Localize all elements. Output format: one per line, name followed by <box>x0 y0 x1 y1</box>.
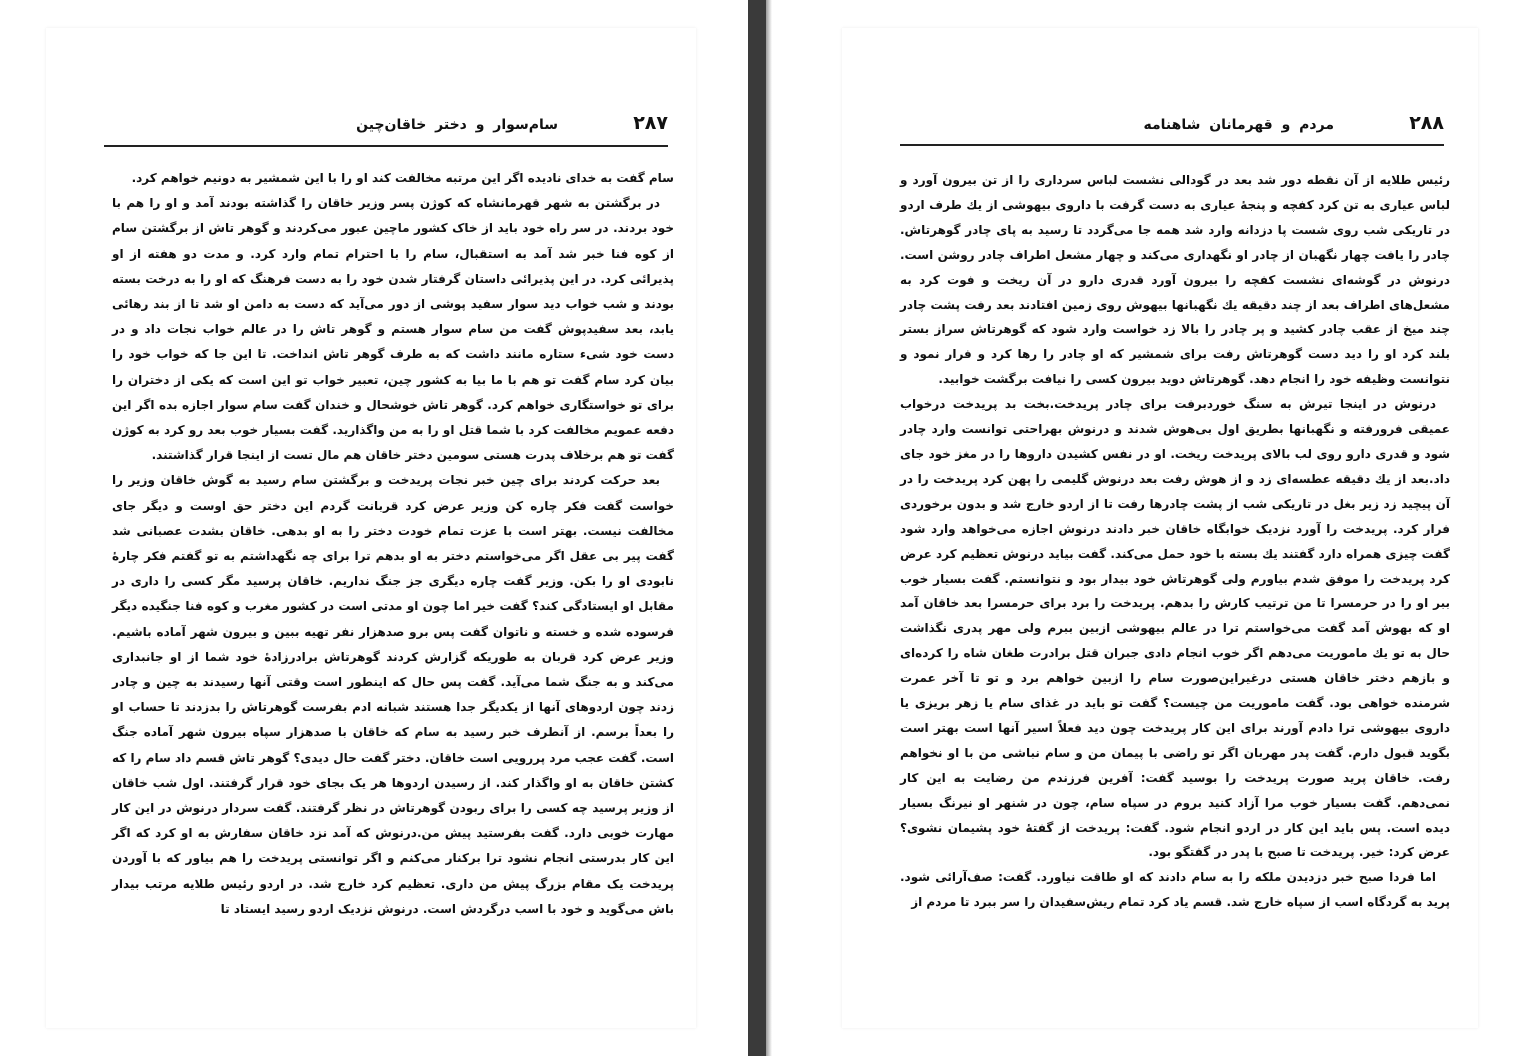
left-page <box>46 28 696 1028</box>
left-page-header <box>106 112 668 142</box>
book-spine-gutter <box>748 0 766 1056</box>
right-running-title: مردم و قهرمانان شاهنامه <box>1143 117 1334 133</box>
left-page-body <box>112 166 674 922</box>
right-page-header <box>900 112 1444 142</box>
right-page-body <box>900 168 1450 915</box>
left-paragraph-3: بعد حرکت کردند برای چین خبر نجات پریدخت و برگشتن سام رسید به گوش خاقان وزیر را خواست گفت فکر چاره کن وزیر عرض کرد قربانت گردم این دختر حق اوست و دیگر جای مخالفت نیست. بهتر است با عزت تمام خودت دختر را به او بدهی. خاقان بشدت عصبانی شد گفت پیر بی عقل اگر می‌خواستم دختر به او بدهم ترا برای چه نگهداشتم به تو گفتم فکر چارهٔ نابودی او را بکن. وزیر گفت چاره دیگری جز جنگ نداریم. خاقان پرسید مگر کسی را داری در مقابل او ایستادگی کند؟ گفت خیر اما چون او مدتی است در کشور مغرب و کوه فنا جنگیده دیگر فرسوده شده و خسته و ناتوان گفت پس برو صدهزار نفر تهیه ببین و بیرون شهر آماده باشیم. وزیر عرض کرد قربان به طوریکه گزارش کردند گوهرتاش برادرزادهٔ خود شما از او جانبداری می‌کند و به جنگ شما می‌آید. گفت پس حال که اینطور است وقتی آنها رسیدند به چین و چادر زدند چون اردوهای آنها از یکدیگر جدا هستند شبانه ادم بفرست گوهرتاش را بدزدند تا حساب او را بعداً برسم. از آنطرف خبر رسید به سام که خاقان با صدهزار سپاه بیرون شهر آماده جنگ است. گفت عجب مرد پررویی است خاقان. دختر گفت حال دیدی؟ گوهر تاش قسم داد سام را که کشتن خاقان به او واگذار کند. از رسیدن اردوها هر یک بجای خود قرار گرفتند. اول شب خاقان از وزیر پرسید چه کسی را برای ربودن گوهرتاش در نظر گرفتند. گفت سردار درنوش در این کار مهارت خوبی دارد. گفت بفرستید پیش من.درنوش که آمد نزد خاقان سفارش به او کرد که اگر این کار بدرستی انجام نشود ترا برکنار می‌کنم و اگر توانستی پریدخت را هم بیاور که با آوردن پریدخت یک مقام بزرگ پیش من داری. تعظیم کرد خارج شد. در اردو رئیس طلایه مرتب بیدار باش می‌گوید و خود با اسب درگردش است. درنوش نزدیک اردو رسید ایستاد تا <box>112 473 674 916</box>
right-page <box>842 28 1478 1028</box>
left-page-number: ۲۸۷ <box>633 112 668 134</box>
right-paragraph-2: درنوش در اینجا تیرش به سنگ خوردبرفت برای چادر پریدخت.بخت بد پریدخت درخواب عمیقی فرورفته و نگهبانها بطریق اول بی‌هوش شدند و درنوش بهراحتی توانست وارد چادر شود و قدری دارو روی لب بالای پریدخت ریخت. او در نفس کشیدن داروها را در مغز خود جای داد.بعد از یك دقیقه عطسه‌ای زد و از هوش رفت بعد درنوش گلیمی را پهن کرد پریدخت را در آن پیچید زد زیر بغل در تاریکی شب از پشت چادرها رفت تا از اردو خارج شد و بدون برخوردی فرار کرد. پریدخت را آورد نزدیک خوابگاه خاقان خبر دادند درنوش اجازه می‌خواهد وارد شود گفت چیزی همراه دارد گفتند یك بسته با خود حمل می‌کند. گفت بیاید درنوش تعظیم کرد عرض کرد پریدخت را موفق شدم بیاورم ولی گوهرتاش خود بیدار بود و نتوانستم. گفت بسیار خوب ببر او را در حرمسرا تا من ترتیب کارش را بدهم. پریدخت را برد برای حرمسرا بعد خاقان آمد او که بهوش آمد گفت می‌خواستم ترا در عالم بیهوشی ازبین ببرم ولی مهر پدری نگذاشت حال به تو یك ماموریت می‌دهم اگر خوب انجام دادی جبران قتل برادرت طغان شاه را کرده‌ای و بازهم دختر خاقان هستی درغیراین‌صورت سام را ازبین خواهم برد و تو تا آخر عمرت شرمنده خواهی بود. گفت ماموریت من چیست؟ گفت تو باید در غذای سام یا زهر بریزی یا داروی بیهوشی ترا دادم آورند برای این کار پریدخت چون دید فعلاً اسیر آنها است بهتر است بگوید قبول دارم. گفت پدر مهربان اگر تو راضی با پیمان من و سام نباشی من با او نخواهم رفت. خاقان پرید صورت پریدخت را بوسید گفت: آفرین فرزندم من رضایت به این کار نمی‌دهم. گفت بسیار خوب مرا آزاد کنید بروم در سپاه سام، چون در شنهر او نیرنگ بسیار دیده است. پس باید این کار در اردو انجام شود. گفت: پریدخت از گفتهٔ خود پشیمان نشوی؟ عرض کرد: خیر. پریدخت تا صبح با پدر در گفتگو بود. <box>900 397 1450 860</box>
left-paragraph-2: در برگشتن به شهر قهرمانشاه که کوژن پسر وزیر خاقان را گذاشته بودند آمد و او را هم با خود بردند. در سر راه خود باید از خاک کشور ماچین عبور می‌کردند و گوهر تاش از برگشتن سام از کوه فنا خبر شد آمد به استقبال، سام را با احترام تمام وارد کرد. و مدت دو هفته از او پذیرائی کرد. در این پذیرائی داستان گرفتار شدن خود را به دست فرهنگ که او را به درخت بسته بودند و شب خواب دید سوار سفید پوشی از دور می‌آید که دست به دامن او شد تا از بند رهائی یابد، بعد سفیدپوش گفت من سام سوار هستم و گوهر تاش را در عالم خواب نجات داد و در دست خود شیء ستاره مانند داشت که به طرف گوهر تاش انداخت. تا این جا که خواب خود را بیان کرد سام گفت تو هم با ما بیا به کشور چین، تعبیر خواب تو این است که یکی از دختران را برای تو خواستگاری خواهم کرد. گوهر تاش خوشحال و خندان گفت سام سوار اجازه بده اگر این دفعه عمویم مخالفت کرد با شما قتل او را به من واگذارید. گفت بسیار خوب بعد رو کرد به کوژن گفت تو هم برخلاف پدرت هستی سومین دختر خاقان هم مال تست از اینجا قرار گذاشتند. <box>112 196 674 463</box>
page-fold-shadow <box>766 0 772 1056</box>
right-paragraph-1: رئیس طلایه از آن نقطه دور شد بعد در گودالی نشست لباس سرداری را از تن بیرون آورد و لباس عیاری به تن کرد کفچه و پنجهٔ عیاری به دست گرفت با داروی بیهوشی از یك طرف اردو در تاریکی شب روی شست پا دزدانه وارد شد همه جا می‌گردد تا رسید به پای چادر گوهرتاش. چادر را یافت چهار نگهبان از چادر او نگهداری می‌کند و چهار مشعل اطراف چادر روشن است. درنوش در گوشه‌ای نشست کفچه را بیرون آورد قدری دارو در آن ریخت و فوت کرد به مشعل‌های اطراف بعد از چند دقیقه یك نگهبانها بیهوش روی زمین افتادند بعد رفت پشت چادر چند میخ از عقب چادر کشید و پر چادر را بالا زد خواست وارد شود که گوهرتاش سراز بستر بلند کرد او را دید دست گوهرتاش رفت برای شمشیر که او چادر را رها کرد و فرار نمود و نتوانست وظیفه خود را انجام دهد. گوهرتاش دوید بیرون کسی را نیافت برگشت خوابید. <box>900 173 1450 387</box>
right-header-rule <box>900 144 1444 146</box>
left-running-title: سام‌سوار و دختر خاقان‌چین <box>356 117 558 133</box>
right-page-number: ۲۸۸ <box>1409 112 1444 134</box>
right-paragraph-3: اما فردا صبح خبر دزدیدن ملکه را به سام دادند که او طاقت نیاورد. گفت: صف‌آرائی شود. پرید به گردگاه اسب از سپاه خارج شد. قسم یاد کرد تمام ریش‌سفیدان را سر ببرد تا مردم از <box>900 870 1450 910</box>
left-paragraph-1: سام گفت به خدای نادیده اگر این مرتبه مخالفت کند او را با این شمشیر به دونیم خواهم کرد. <box>131 171 674 185</box>
left-header-rule <box>104 145 668 147</box>
